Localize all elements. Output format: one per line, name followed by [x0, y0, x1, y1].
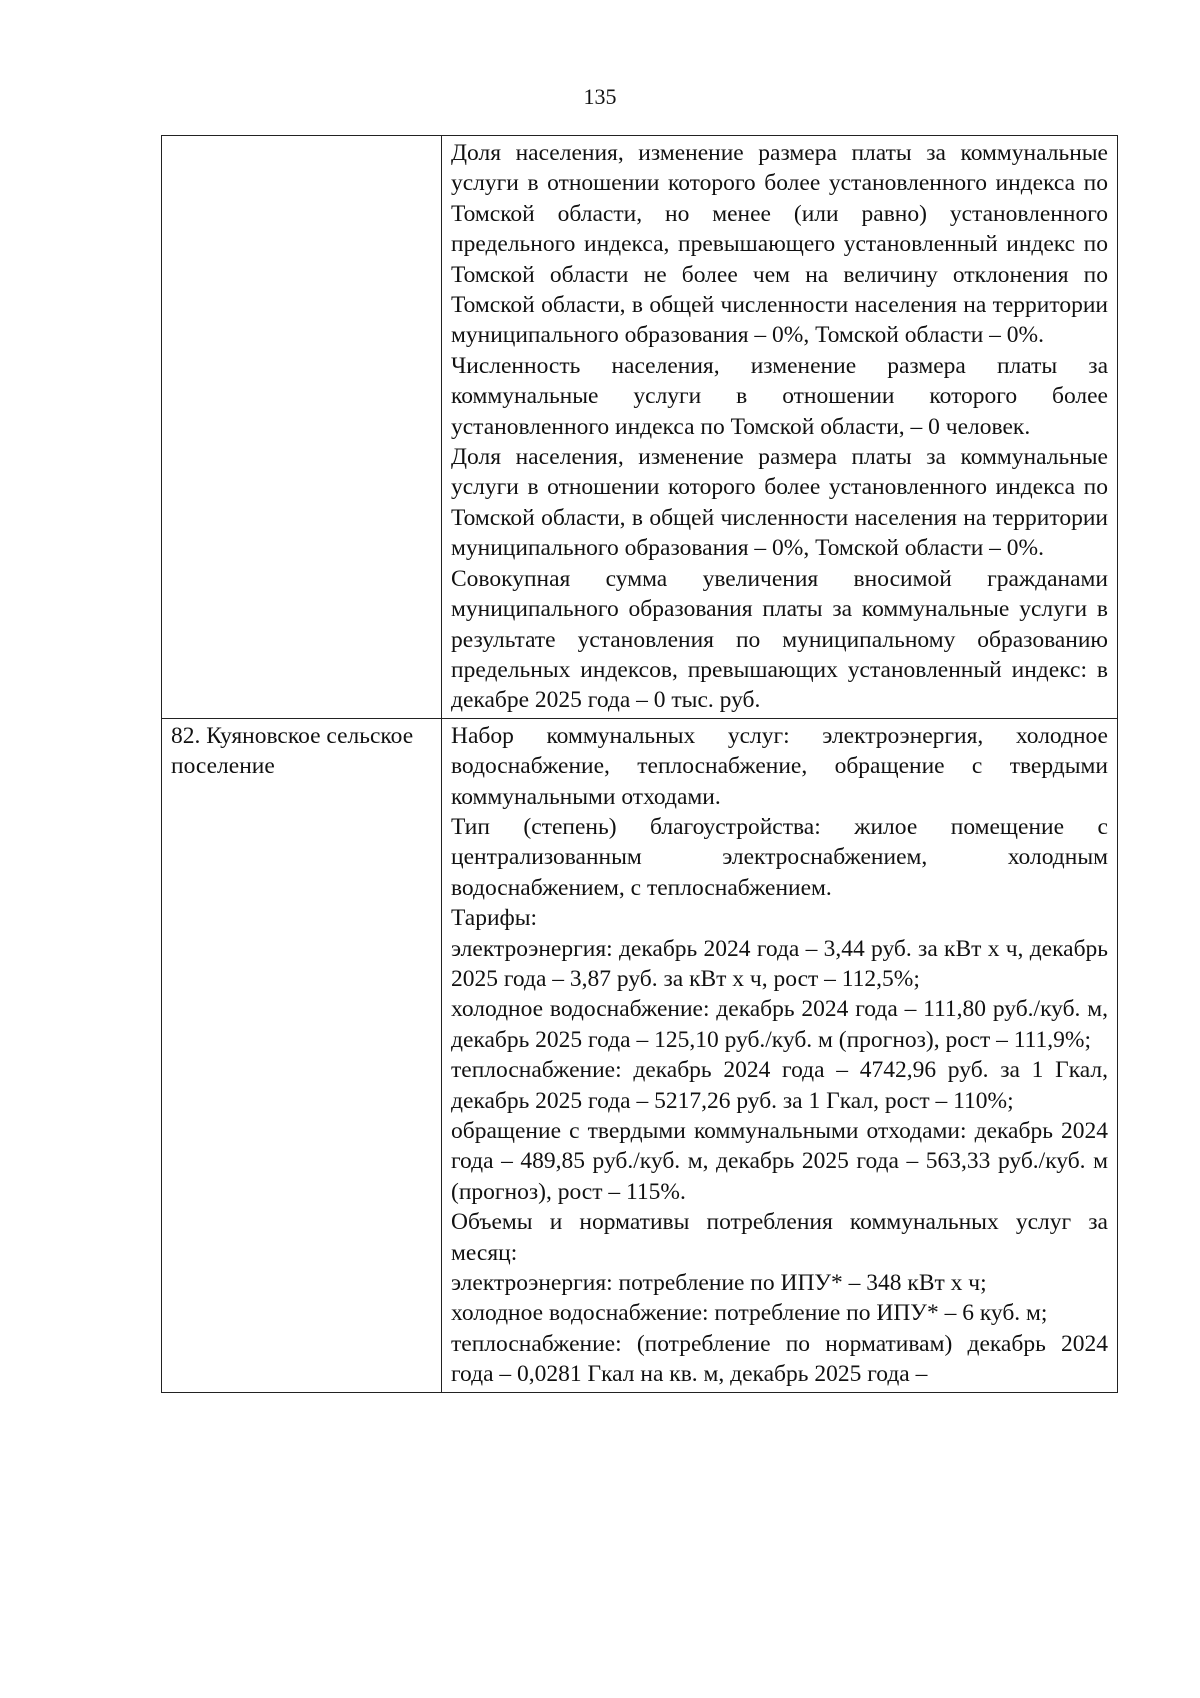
- settlement-cell: [162, 136, 442, 719]
- paragraph: электроэнергия: потребление по ИПУ* – 348 кВт х ч;: [451, 1270, 987, 1297]
- paragraph: Численность населения, изменение размера платы за коммунальные услуги в отношении которого более установленного индекса по Томской области, – 0 человек.: [451, 352, 1108, 440]
- paragraph: теплоснабжение: декабрь 2024 года – 4742,96 руб. за 1 Гкал, декабрь 2025 года – 5217,26 руб. за 1 Гкал, рост – 110%;: [451, 1057, 1108, 1114]
- paragraph: Доля населения, изменение размера платы за коммунальные услуги в отношении которого более установленного индекса по Томской области, но менее (или равно) установленного предельного индекса, превышающего установленный индекс по Томской области не более чем на величину отклонения по Томской области, в общей численности населения на территории муниципального образования – 0%, Томской области – 0%.: [451, 140, 1108, 349]
- table-row: [162, 718, 1118, 1392]
- paragraph: Набор коммунальных услуг: электроэнергия, холодное водоснабжение, теплоснабжение, обращение с твердыми коммунальными отходами.: [451, 722, 1108, 810]
- paragraph: Тарифы:: [451, 905, 538, 932]
- page-number: 135: [583, 84, 617, 109]
- paragraph: Доля населения, изменение размера платы за коммунальные услуги в отношении которого более установленного индекса по Томской области, в общей численности населения на территории муниципального образования – 0%, Томской области – 0%.: [451, 444, 1108, 562]
- description-cell: [442, 136, 1118, 719]
- paragraph: электроэнергия: декабрь 2024 года – 3,44 руб. за кВт х ч, декабрь 2025 года – 3,87 руб. за кВт х ч, рост – 112,5%;: [451, 935, 1108, 992]
- paragraph: холодное водоснабжение: декабрь 2024 года – 111,80 руб./куб. м, декабрь 2025 года – 125,10 руб./куб. м (прогноз), рост – 111,9%;: [451, 996, 1108, 1053]
- description-cell: [442, 718, 1118, 1392]
- settlement-name: 82. Куяновское сельское поселение: [171, 722, 414, 780]
- paragraph: Совокупная сумма увеличения вносимой гражданами муниципального образования платы за коммунальные услуги в результате установления по муниципальному образованию предельных индексов, превышающих установленный индекс: в декабре 2025 года – 0 тыс. руб.: [451, 565, 1108, 714]
- paragraph: обращение с твердыми коммунальными отходами: декабрь 2024 года – 489,85 руб./куб. м, декабрь 2025 года – 563,33 руб./куб. м (прогноз), рост – 115%.: [451, 1118, 1108, 1205]
- paragraph: Объемы и нормативы потребления коммунальных услуг за месяц:: [451, 1209, 1108, 1266]
- document-table: [161, 135, 1118, 1393]
- paragraph: Тип (степень) благоустройства: жилое помещение с централизованным электроснабжением, холодным водоснабжением, с теплоснабжением.: [451, 813, 1108, 901]
- paragraph: холодное водоснабжение: потребление по ИПУ* – 6 куб. м;: [451, 1300, 1048, 1327]
- table-row: [162, 136, 1118, 719]
- paragraph: теплоснабжение: (потребление по нормативам) декабрь 2024 года – 0,0281 Гкал на кв. м, декабрь 2025 года –: [451, 1330, 1108, 1388]
- settlement-cell: [162, 718, 442, 1392]
